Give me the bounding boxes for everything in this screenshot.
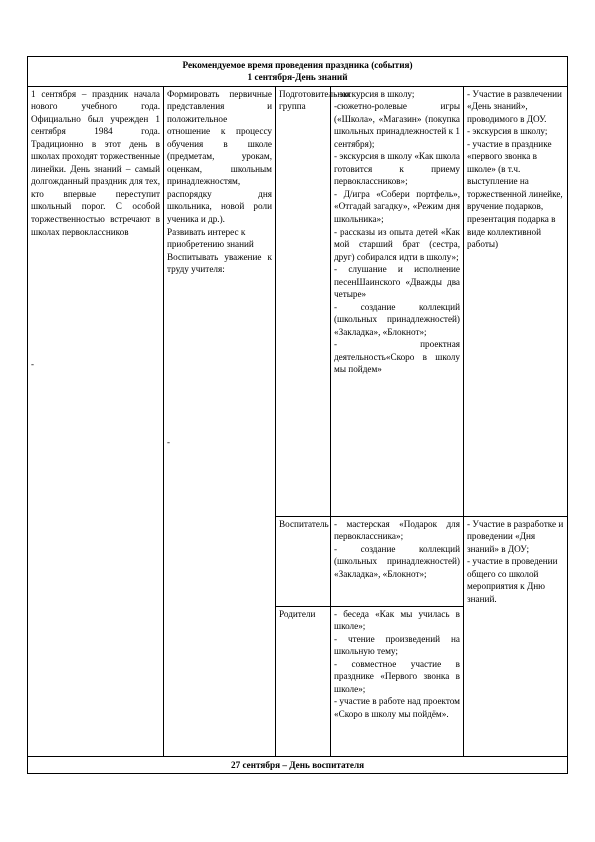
header-line-1: Рекомендуемое время проведения праздника (события)	[182, 60, 413, 70]
outcomes-cell	[464, 86, 568, 516]
activity-item: - создание коллекций (школьных принадлежностей) «Закладка», «Блокнот»;	[334, 543, 460, 579]
goal-3: Воспитывать уважение к труду учителя:	[167, 251, 272, 275]
outcome-item: - участие в празднике «первого звонка в школе» (в т.ч. выступление на торжественной линейке, вручение подарков, презентация подарка в виде коллективной работы)	[467, 138, 563, 250]
event-table	[27, 56, 568, 774]
goals-cell	[164, 86, 276, 756]
outcome-item: - участие в проведении общего со школой мероприятия к Дню знаний.	[467, 556, 558, 604]
activities-cell	[331, 606, 464, 756]
event-description-cell	[28, 86, 164, 756]
activities-cell	[331, 86, 464, 516]
outcome-item: - экскурсия в школу;	[467, 126, 548, 137]
table-footer-row	[28, 756, 568, 773]
goals-mark: -	[167, 436, 170, 447]
activity-item: - мастерская «Подарок для первоклассника»;	[334, 518, 460, 542]
activity-item: - экскурсия в школу;	[334, 88, 415, 99]
participant-label: Родители	[279, 608, 316, 619]
table-row	[28, 86, 568, 516]
goal-1: Формировать первичные представления и положительное отношение к процессу обучения в школе (предметам, урокам, оценкам, школьным принадлежностям, распорядку дня школьника, новой роли ученика и др.).	[167, 88, 272, 224]
activity-item: - совместное участие в празднике «Первого звонка в школе»;	[334, 658, 460, 694]
table-header-row	[28, 57, 568, 87]
participant-label-cell	[276, 606, 331, 756]
activity-item: - экскурсия в школу «Как школа готовится к приему первоклассников»;	[334, 151, 460, 187]
event-description: 1 сентября – праздник начала нового учебного года. Официально был учрежден 1 сентября 1984 года. Традиционно в этот день в школах проходят торжественные линейки. День знаний – самый долгожданный праздник для тех, кто впервые переступит школьный порог. С особой торжественностью встречают в школах первоклассников	[31, 88, 160, 237]
activity-item: - создание коллекций (школьных принадлежностей) «Закладка», «Блокнот»;	[334, 301, 460, 337]
outcome-item: - Участие в развлечении «День знаний», проводимого в ДОУ.	[467, 88, 562, 124]
activity-item: - беседа «Как мы училась в школе»;	[334, 608, 460, 632]
participant-label: Воспитатель	[279, 518, 329, 529]
goal-2: Развивать интерес к приобретению знаний	[167, 226, 254, 250]
participant-label-cell	[276, 86, 351, 516]
activities-cell	[331, 516, 464, 606]
participant-label-cell	[276, 516, 331, 606]
table-header	[28, 57, 568, 87]
header-line-2: 1 сентября-День знаний	[247, 72, 348, 83]
outcome-item: - Участие в разработке и проведении «Дня знаний» в ДОУ;	[467, 518, 564, 554]
footer-line: 27 сентября – День воспитателя	[230, 759, 365, 770]
activity-item: - слушание и исполнение песенШаинского «Дважды два четыре»	[334, 264, 460, 300]
table-footer	[28, 756, 568, 773]
activity-item: - Д/игра «Собери портфель», «Отгадай загадку», «Режим дня школьника»;	[334, 188, 460, 224]
activity-item: - проектная деятельность«Скоро в школу мы пойдем»	[334, 339, 460, 375]
participant-label: Подготовительная группа	[279, 88, 351, 112]
description-mark: -	[31, 359, 34, 370]
activity-item: -сюжетно-ролевые игры («Школа», «Магазин» (покупка школьных принадлежностей к 1 сентября);	[334, 101, 460, 149]
activity-item: - рассказы из опыта детей «Как мой старший брат (сестра, друг) собирался идти в школу»;	[334, 226, 460, 262]
outcomes-cell	[464, 516, 568, 756]
activity-item: - чтение произведений на школьную тему;	[334, 633, 460, 657]
activity-item: - участие в работе над проектом «Скоро в школу мы пойдём».	[334, 696, 460, 719]
